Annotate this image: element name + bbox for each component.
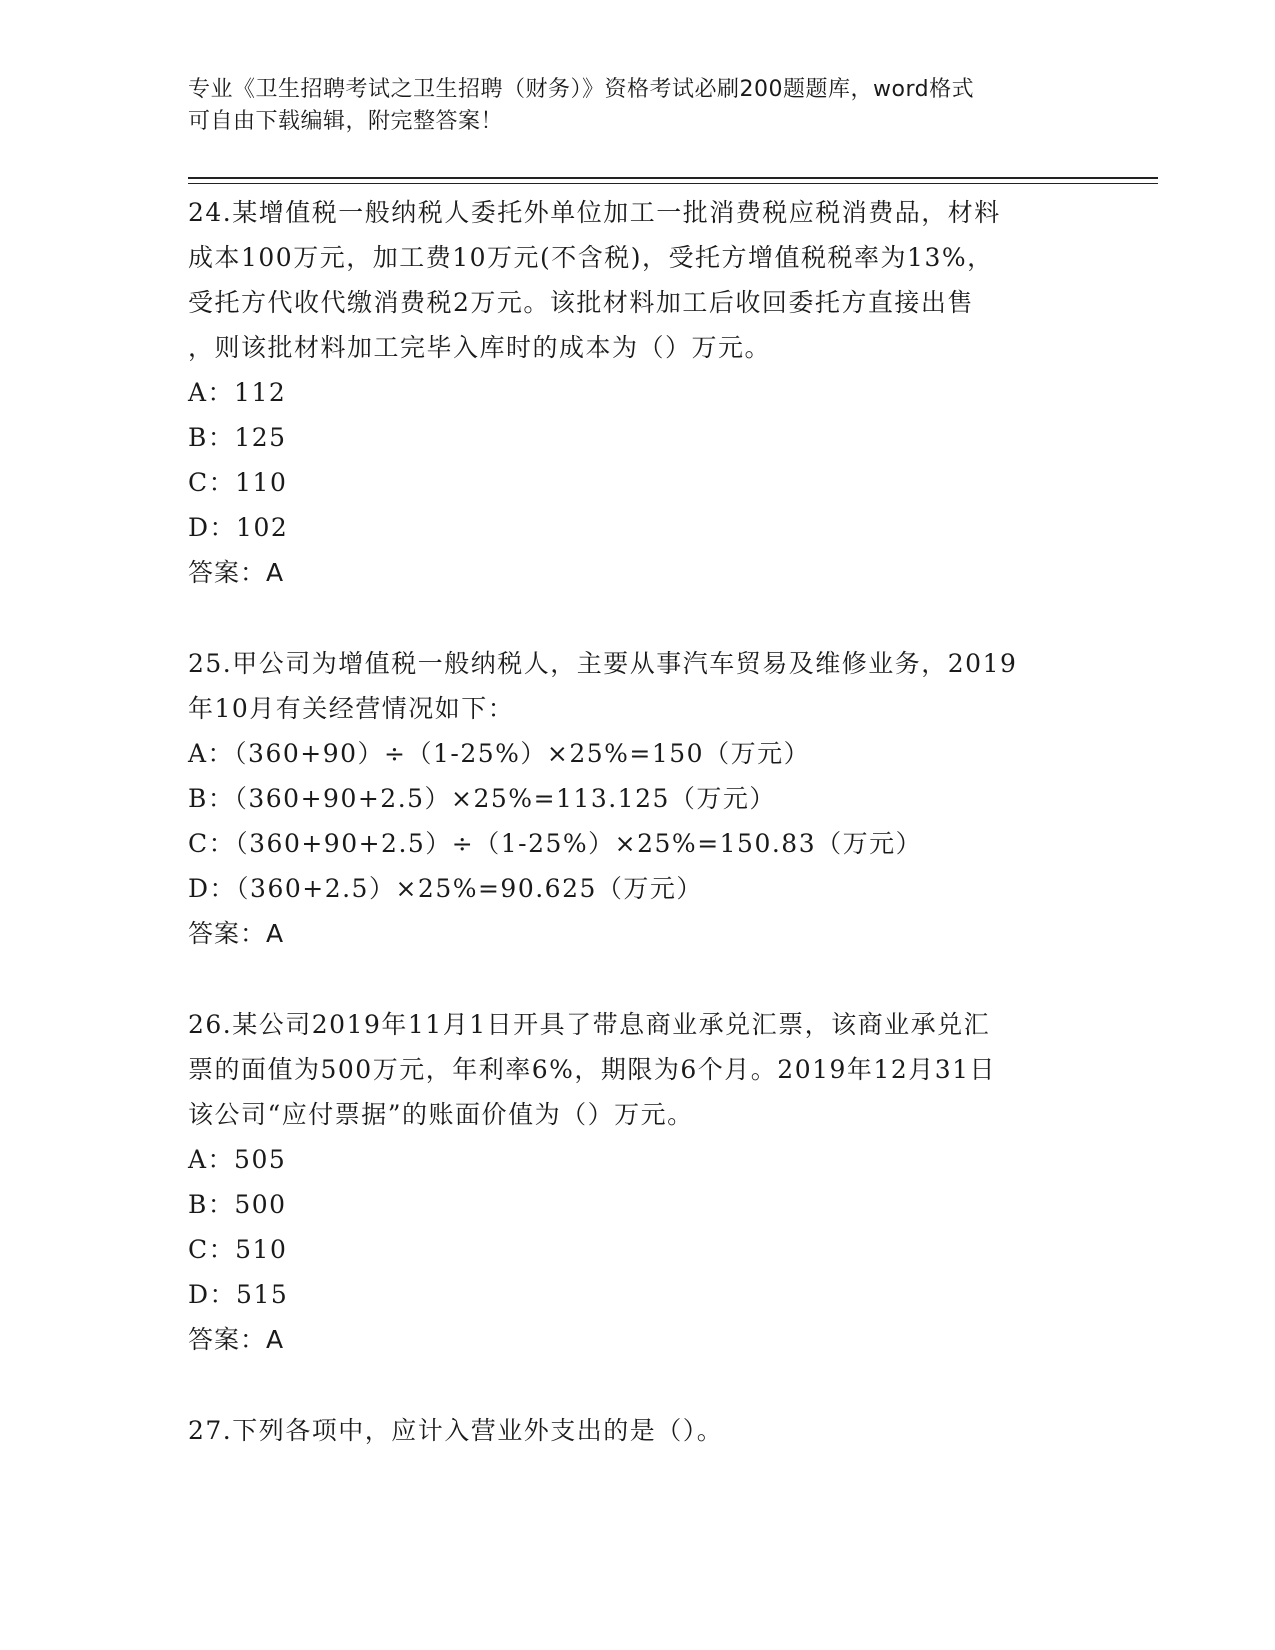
option-b: B：（360+90+2.5）×25%=113.125（万元） xyxy=(188,784,776,813)
answer-label: 答案：A xyxy=(188,1325,285,1354)
header-line-2: 可自由下载编辑，附完整答案！ xyxy=(188,109,504,134)
question-text: 27.下列各项中，应计入营业外支出的是（）。 xyxy=(188,1416,724,1445)
document-header xyxy=(188,74,1068,138)
question-text: 24.某增值税一般纳税人委托外单位加工一批消费税应税消费品，材料 成本100万元，加工费10万元(不含税)，受托方增值税税率为13%， 受托方代收代缴消费税2万元。该批材料加工后收回委托方直接出售 ，则该批材料加工完毕入库时的成本为（）万元。 xyxy=(188,198,1001,362)
option-d: D：515 xyxy=(188,1280,289,1309)
option-a: A：112 xyxy=(188,378,287,407)
question-list xyxy=(188,190,1088,1498)
option-c: C：510 xyxy=(188,1235,288,1264)
question-text: 25.甲公司为增值税一般纳税人，主要从事汽车贸易及维修业务，2019 年10月有关经营情况如下： xyxy=(188,649,1018,723)
question-27 xyxy=(188,1408,1088,1453)
option-c: C：110 xyxy=(188,468,288,497)
header-divider-thick xyxy=(188,177,1158,179)
option-d: D：（360+2.5）×25%=90.625（万元） xyxy=(188,874,703,903)
answer-label: 答案：A xyxy=(188,919,285,948)
option-b: B：125 xyxy=(188,423,287,452)
option-a: A：505 xyxy=(188,1145,287,1174)
option-a: A：（360+90）÷（1-25%）×25%=150（万元） xyxy=(188,739,811,768)
option-c: C：（360+90+2.5）÷（1-25%）×25%=150.83（万元） xyxy=(188,829,923,858)
question-26 xyxy=(188,1002,1088,1363)
header-line-1: 专业《卫生招聘考试之卫生招聘（财务）》资格考试必刷200题题库，word格式 xyxy=(188,77,975,102)
question-text: 26.某公司2019年11月1日开具了带息商业承兑汇票，该商业承兑汇 票的面值为500万元，年利率6%，期限为6个月。2019年12月31日 该公司“应付票据”的账面价值为（）万元。 xyxy=(188,1010,997,1129)
answer-label: 答案：A xyxy=(188,558,285,587)
option-d: D：102 xyxy=(188,513,289,542)
question-24 xyxy=(188,190,1088,596)
option-b: B：500 xyxy=(188,1190,287,1219)
question-25 xyxy=(188,641,1088,957)
header-divider-thin xyxy=(188,183,1158,184)
